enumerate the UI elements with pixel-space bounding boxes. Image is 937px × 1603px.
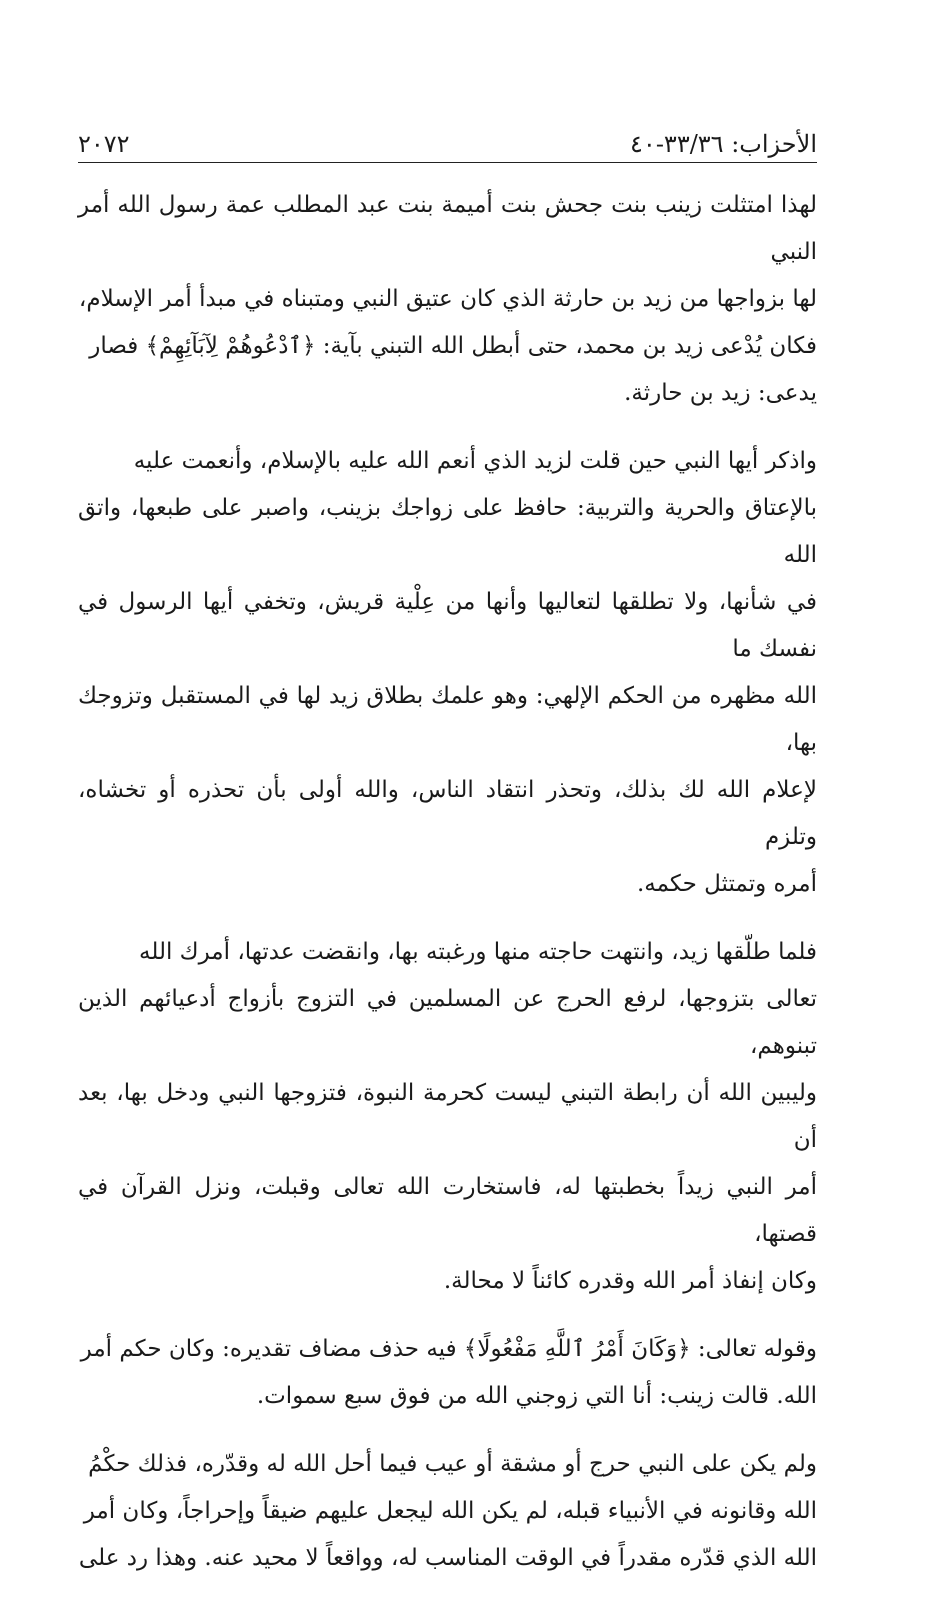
text-line: أمر النبي زيداً بخطبتها له، فاستخارت الله تعالى وقبلت، ونزل القرآن في قصتها، — [78, 1174, 817, 1247]
text-line: في شأنها، ولا تطلقها لتعاليها وأنها من عِلْية قريش، وتخفي أيها الرسول في نفسك ما — [78, 589, 817, 662]
text-line: ولم يكن على النبي حرج أو مشقة أو عيب فيما أحل الله له وقدّره، فذلك حكْمُ — [88, 1451, 817, 1477]
text-line: وليبين الله أن رابطة التبني ليست كحرمة النبوة، فتزوجها النبي ودخل بها، بعد أن — [78, 1080, 817, 1153]
text-line: الله الذي قدّره مقدراً في الوقت المناسب له، وواقعاً لا محيد عنه. وهذا رد على — [78, 1545, 817, 1571]
running-header — [78, 118, 817, 158]
text-line: لها بزواجها من زيد بن حارثة الذي كان عتيق النبي ومتبناه في مبدأ أمر الإسلام، — [78, 286, 817, 312]
paragraph — [78, 438, 817, 908]
text-line: لهذا امتثلت زينب بنت جحش بنت أميمة بنت عبد المطلب عمة رسول الله أمر النبي — [78, 192, 817, 265]
text-line: فكان يُدْعى زيد بن محمد، حتى أبطل الله التبني بآية: ﴿ٱدْعُوهُمْ لِآبَآئِهِمْ﴾ فصار — [89, 333, 817, 359]
text-line: لإعلام الله لك بذلك، وتحذر انتقاد الناس، والله أولى بأن تحذره أو تخشاه، وتلزم — [78, 777, 817, 850]
text-line: تعالى بتزوجها، لرفع الحرج عن المسلمين في التزوج بأزواج أدعيائهم الذين تبنوهم، — [78, 986, 817, 1059]
text-line: يدعى: زيد بن حارثة. — [624, 380, 817, 406]
main-text — [78, 182, 817, 1603]
page-number: ٢٠٧٢ — [78, 130, 130, 158]
text-line: الله مظهره من الحكم الإلهي: وهو علمك بطلاق زيد لها في المستقبل وتزوجك بها، — [78, 683, 817, 756]
text-line: واذكر أيها النبي حين قلت لزيد الذي أنعم الله عليه بالإسلام، وأنعمت عليه — [133, 448, 817, 474]
text-line: أمره وتمتثل حكمه. — [636, 871, 817, 897]
text-line: الله وقانونه في الأنبياء قبله، لم يكن الله ليجعل عليهم ضيقاً وإحراجاً، وكان أمر — [83, 1498, 817, 1524]
paragraph — [78, 1441, 817, 1582]
header-divider — [78, 162, 817, 163]
text-line: وكان إنفاذ أمر الله وقدره كائناً لا محالة. — [443, 1268, 817, 1294]
text-line: وقوله تعالى: ﴿وَكَانَ أَمْرُ ٱللَّهِ مَفْعُولًا﴾ فيه حذف مضاف تقديره: وكان حكم أمر — [80, 1336, 817, 1362]
chapter-reference: الأحزاب: ٣٣/٣٦-٤٠ — [630, 130, 817, 158]
text-line: فلما طلّقها زيد، وانتهت حاجته منها ورغبته بها، وانقضت عدتها، أمرك الله — [139, 939, 817, 965]
text-line: بالإعتاق والحرية والتربية: حافظ على زواجك بزينب، واصبر على طبعها، واتق الله — [78, 495, 817, 568]
text-line: الله. قالت زينب: أنا التي زوجني الله من فوق سبع سموات. — [256, 1383, 817, 1409]
paragraph — [78, 182, 817, 417]
paragraph — [78, 929, 817, 1305]
paragraph — [78, 1326, 817, 1420]
